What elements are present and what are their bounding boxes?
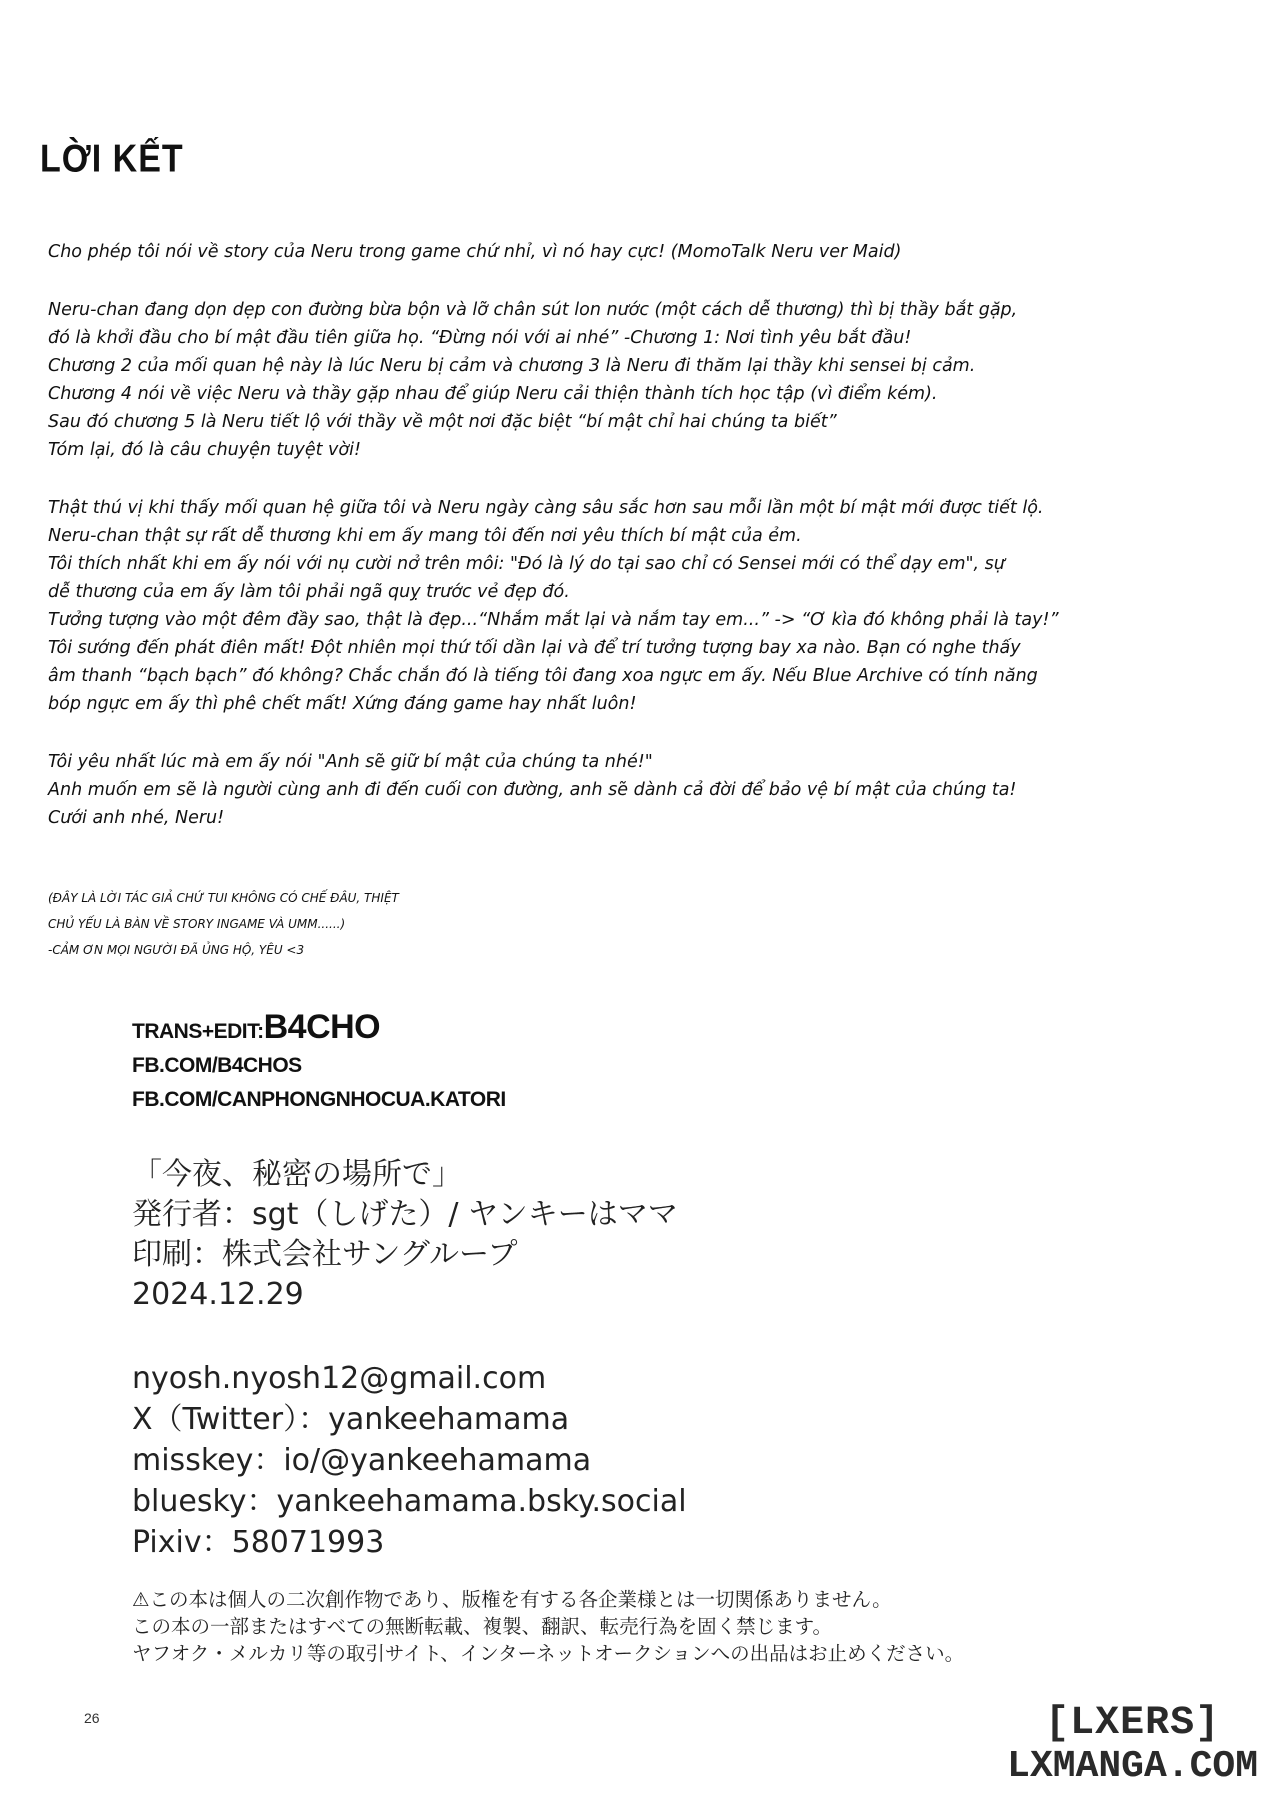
text-line: dễ thương của em ấy làm tôi phải ngã quỵ trước vẻ đẹp đó. xyxy=(48,582,570,602)
disclaimer-line: この本の一部またはすべての無断転載、複製、翻訳、転売行為を固く禁じます。 xyxy=(132,1615,833,1638)
text-line: âm thanh “bạch bạch” đó không? Chắc chắn đó là tiếng tôi đang xoa ngực em ấy. Nếu Blue Archive có tính năng xyxy=(48,666,1038,686)
paragraph xyxy=(48,494,1178,718)
trans-edit-label: TRANS+EDIT: xyxy=(132,1020,264,1043)
facebook-link-2: FB.COM/CANPHONGNHOCUA.KATORI xyxy=(132,1088,506,1111)
paragraph xyxy=(48,238,1178,266)
paragraph-gap xyxy=(48,266,1178,296)
contact-bluesky: bluesky：yankeehamama.bsky.social xyxy=(132,1484,687,1519)
publisher: 発行者：sgt（しげた）/ ヤンキーはママ xyxy=(132,1197,678,1232)
translator-credits xyxy=(132,1010,506,1117)
text-line: Thật thú vị khi thấy mối quan hệ giữa tôi và Neru ngày càng sâu sắc hơn sau mỗi lần một bí mật mới được tiết lộ. xyxy=(48,498,1044,518)
paragraph xyxy=(48,296,1178,464)
contact-email: nyosh.nyosh12@gmail.com xyxy=(132,1361,547,1396)
contact-pixiv: Pixiv：58071993 xyxy=(132,1525,385,1560)
book-title: 「今夜、秘密の場所で」 xyxy=(132,1157,462,1192)
afterword-body xyxy=(48,238,1178,832)
text-line: Sau đó chương 5 là Neru tiết lộ với thầy về một nơi đặc biệt “bí mật chỉ hai chúng ta biết” xyxy=(48,412,837,432)
text-line: Chương 2 của mối quan hệ này là lúc Neru bị cảm và chương 3 là Neru đi thăm lại thầy khi sensei bị cảm. xyxy=(48,356,976,376)
text-line: Tôi sướng đến phát điên mất! Đột nhiên mọi thứ tối dần lại và để trí tưởng tượng bay xa nào. Bạn có nghe thấy xyxy=(48,638,1021,658)
note-line: (ĐÂY LÀ LỜI TÁC GIẢ CHỨ TUI KHÔNG CÓ CHẾ ĐÂU, THIỆT xyxy=(48,891,399,905)
note-line: CHỦ YẾU LÀ BÀN VỀ STORY INGAME VÀ UMM......) xyxy=(48,917,346,931)
book-colophon xyxy=(132,1155,678,1315)
contact-misskey: misskey：io/@yankeehamama xyxy=(132,1443,592,1478)
paragraph-gap xyxy=(48,464,1178,494)
page-title: LỜI KẾT xyxy=(40,137,184,181)
note-line: -CẢM ƠN MỌI NGƯỜI ĐÃ ỦNG HỘ, YÊU <3 xyxy=(48,943,305,957)
text-line: Chương 4 nói về việc Neru và thầy gặp nhau để giúp Neru cải thiện thành tích học tập (vì điểm kém). xyxy=(48,384,938,404)
translator-name: B4CHO xyxy=(263,1008,381,1046)
author-contacts xyxy=(132,1358,687,1563)
printer: 印刷：株式会社サングループ xyxy=(132,1237,518,1272)
disclaimer-line: ⚠この本は個人の二次創作物であり、版権を有する各企業様とは一切関係ありません。 xyxy=(132,1588,892,1611)
text-line: Cho phép tôi nói về story của Neru trong game chứ nhỉ, vì nó hay cực! (MomoTalk Neru ver Maid) xyxy=(48,242,902,262)
text-line: bóp ngực em ấy thì phê chết mất! Xứng đáng game hay nhất luôn! xyxy=(48,694,637,714)
text-line: Anh muốn em sẽ là người cùng anh đi đến cuối con đường, anh sẽ dành cả đời để bảo vệ bí mật của chúng ta! xyxy=(48,780,1017,800)
text-line: Tưởng tượng vào một đêm đầy sao, thật là đẹp...“Nhắm mắt lại và nắm tay em...” -> “Ơ kìa đó không phải là tay!” xyxy=(48,610,1059,630)
text-line: Cưới anh nhé, Neru! xyxy=(48,808,225,828)
contact-twitter: X（Twitter）：yankeehamama xyxy=(132,1402,570,1437)
publish-date: 2024.12.29 xyxy=(132,1277,304,1312)
text-line: Tôi yêu nhất lúc mà em ấy nói "Anh sẽ giữ bí mật của chúng ta nhé!" xyxy=(48,752,653,772)
text-line: Tôi thích nhất khi em ấy nói với nụ cười nở trên môi: "Đó là lý do tại sao chỉ có Sensei mới có thể dạy em", sự xyxy=(48,554,1005,574)
text-line: đó là khởi đầu cho bí mật đầu tiên giữa họ. “Đừng nói với ai nhé” -Chương 1: Nơi tình yêu bắt đầu! xyxy=(48,328,912,348)
watermark-line-2: LXMANGA.COM xyxy=(1007,1745,1258,1788)
text-line: Tóm lại, đó là câu chuyện tuyệt vời! xyxy=(48,440,361,460)
disclaimer-line: ヤフオク・メルカリ等の取引サイト、インターネットオークションへの出品はお止めください。 xyxy=(132,1642,965,1665)
text-line: Neru-chan đang dọn dẹp con đường bừa bộn và lỡ chân sút lon nước (một cách dễ thương) thì bị thầy bắt gặp, xyxy=(48,300,1018,320)
copyright-disclaimer xyxy=(132,1586,964,1667)
site-watermark xyxy=(1007,1702,1258,1788)
page-number: 26 xyxy=(84,1710,100,1726)
text-line: Neru-chan thật sự rất dễ thương khi em ấy mang tôi đến nơi yêu thích bí mật của ẻm. xyxy=(48,526,802,546)
paragraph-gap xyxy=(48,718,1178,748)
author-note xyxy=(48,885,399,963)
trans-edit-credit xyxy=(132,1010,506,1049)
watermark-line-1: [LXERS] xyxy=(1045,1701,1221,1746)
paragraph xyxy=(48,748,1178,832)
facebook-link-1: FB.COM/B4CHOS xyxy=(132,1054,302,1077)
